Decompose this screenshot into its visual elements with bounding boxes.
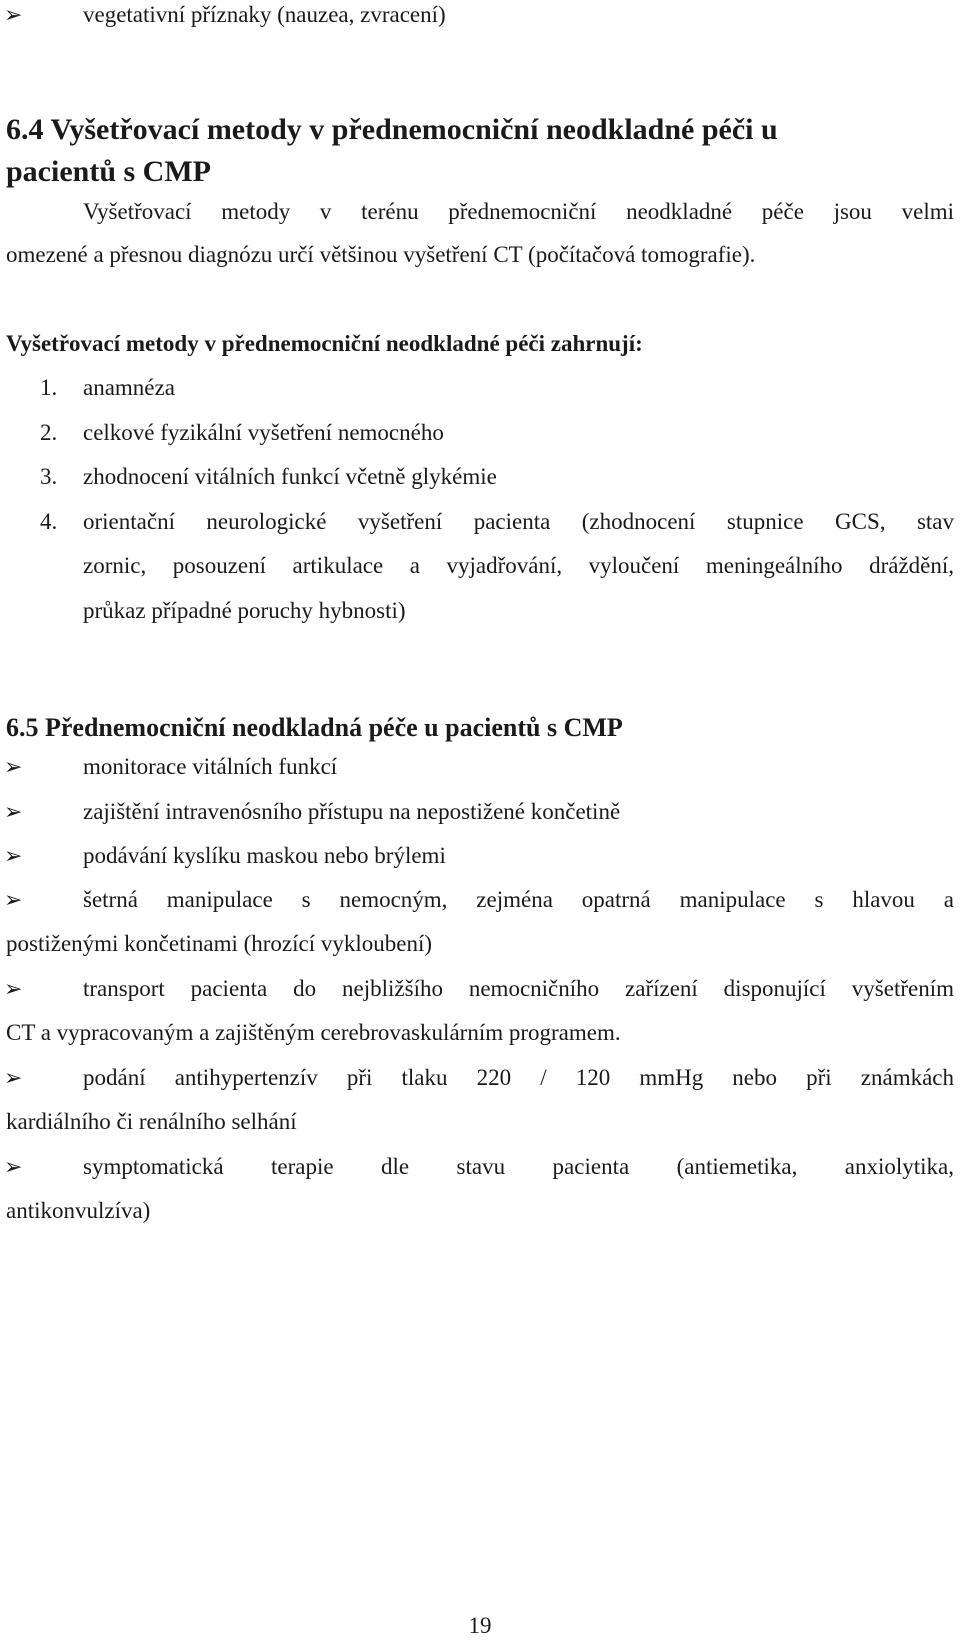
list-item-line: orientační neurologické vyšetření pacienta (zhodnocení stupnice GCS, stav <box>83 509 954 534</box>
bullet-text: podávání kyslíku maskou nebo brýlemi <box>83 843 446 868</box>
bullet-text: transport pacienta do nejbližšího nemocničního zařízení disponující vyšetřením <box>83 976 954 1001</box>
bullet-marker: ➢ <box>4 843 23 868</box>
bullet-marker: ➢ <box>4 1065 23 1090</box>
bullet-text: symptomatická terapie dle stavu pacienta (antiemetika, anxiolytika, <box>83 1154 954 1179</box>
section-heading-6-5: 6.5 Přednemocniční neodkladná péče u pacientů s CMP <box>6 713 623 742</box>
paragraph-line: omezené a přesnou diagnózu určí většinou vyšetření CT (počítačová tomografie). <box>6 242 756 267</box>
bullet-text: monitorace vitálních funkcí <box>83 754 338 779</box>
bullet-continuation: CT a vypracovaným a zajištěným cerebrovaskulárním programem. <box>6 1020 621 1045</box>
bullet-marker: ➢ <box>4 976 23 1001</box>
bullet-marker: ➢ <box>4 2 23 27</box>
paragraph-line: Vyšetřovací metody v terénu přednemocniční neodkladné péče jsou velmi <box>83 199 954 224</box>
list-number: 2. <box>40 420 58 445</box>
bullet-text: šetrná manipulace s nemocným, zejména opatrná manipulace s hlavou a <box>83 887 954 912</box>
list-item-line: zornic, posouzení artikulace a vyjadřování, vyloučení meningeálního dráždění, <box>83 553 954 578</box>
bullet-continuation: postiženými končetinami (hrozící vykloubení) <box>6 931 433 956</box>
bullet-marker: ➢ <box>4 799 23 824</box>
list-item-line: průkaz případné poruchy hybnosti) <box>83 598 406 623</box>
list-item: zhodnocení vitálních funkcí včetně glykémie <box>83 464 497 489</box>
bullet-text: vegetativní příznaky (nauzea, zvracení) <box>83 2 446 27</box>
bullet-continuation: kardiálního či renálního selhání <box>6 1109 297 1134</box>
bullet-marker: ➢ <box>4 754 23 779</box>
list-number: 1. <box>40 375 58 400</box>
list-number: 3. <box>40 464 58 489</box>
subheading: Vyšetřovací metody v přednemocniční neodkladné péči zahrnují: <box>6 331 643 356</box>
section-heading-6-4-line2: pacientů s CMP <box>6 155 211 188</box>
section-heading-6-4-line1: 6.4 Vyšetřovací metody v přednemocniční neodkladné péči u <box>6 113 778 146</box>
bullet-marker: ➢ <box>4 887 23 912</box>
bullet-marker: ➢ <box>4 1154 23 1179</box>
list-item: anamnéza <box>83 375 175 400</box>
list-item: celkové fyzikální vyšetření nemocného <box>83 420 444 445</box>
list-number: 4. <box>40 509 58 534</box>
bullet-text: zajištění intravenósního přístupu na nepostižené končetině <box>83 799 621 824</box>
bullet-continuation: antikonvulzíva) <box>6 1198 151 1223</box>
bullet-text: podání antihypertenzív při tlaku 220 / 120 mmHg nebo při známkách <box>83 1065 954 1090</box>
page-number: 19 <box>468 1613 492 1638</box>
